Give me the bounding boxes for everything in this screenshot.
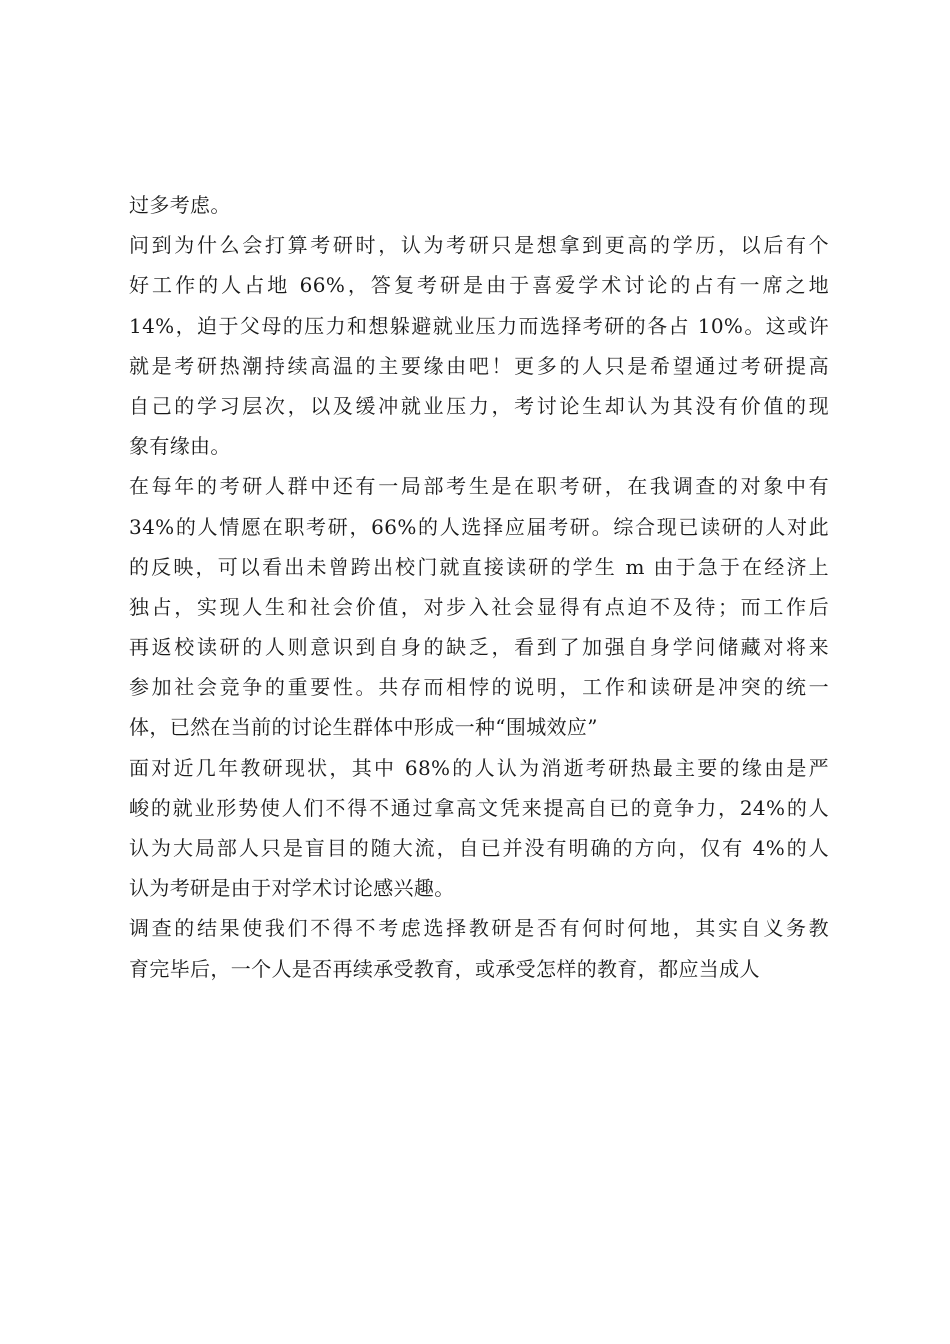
text-line: 独占，实现人生和社会价值，对步入社会显得有点迫不及待；而工作后 bbox=[129, 594, 829, 619]
text-line: 认为考研是由于对学术讨论感兴趣。 bbox=[129, 876, 455, 901]
text-line: 调查的结果使我们不得不考虑选择教研是否有何时何地，其实自义务教 bbox=[129, 916, 829, 941]
text-line: 问到为什么会打算考研时，认为考研只是想拿到更高的学历，以后有个 bbox=[129, 233, 829, 258]
text-line: 的反映，可以看出未曾跨出校门就直接读研的学生 m 由于急于在经济上 bbox=[129, 554, 829, 579]
paragraph bbox=[129, 225, 829, 466]
text-line: 峻的就业形势使人们不得不通过拿高文凭来提高自已的竟争力，24%的人 bbox=[129, 795, 829, 820]
text-line: 育完毕后，一个人是否再续承受教育，或承受怎样的教育，都应当成人 bbox=[129, 956, 760, 981]
text-line: 自己的学习层次，以及缓冲就业压力，考讨论生却认为其没有价值的现 bbox=[129, 393, 829, 418]
paragraph bbox=[129, 908, 829, 988]
paragraph bbox=[129, 466, 829, 747]
paragraph bbox=[129, 748, 829, 909]
text-line: 体，已然在当前的讨论生群体中形成一种“围城效应” bbox=[129, 715, 598, 740]
text-line: 34%的人情愿在职考研，66%的人选择应届考研。综合现已读研的人对此 bbox=[129, 514, 829, 539]
text-line: 在每年的考研人群中还有一局部考生是在职考研，在我调查的对象中有 bbox=[129, 474, 829, 499]
text-line: 就是考研热潮持续高温的主要缘由吧！更多的人只是希望通过考研提高 bbox=[129, 353, 829, 378]
text-line: 过多考虑。 bbox=[129, 193, 231, 217]
paragraph bbox=[129, 185, 829, 225]
text-line: 认为大局部人只是盲目的随大流，自已并没有明确的方向，仅有 4%的人 bbox=[129, 836, 829, 860]
text-line: 象有缘由。 bbox=[129, 434, 231, 459]
document-body bbox=[129, 185, 829, 989]
text-line: 14%，迫于父母的压力和想躲避就业压力而选择考研的各占 10%。这或许 bbox=[129, 313, 829, 338]
text-line: 参加社会竞争的重要性。共存而相悖的说明，工作和读研是冲突的统一 bbox=[129, 675, 829, 700]
text-line: 面对近几年教研现状，其中 68%的人认为消逝考研热最主要的缘由是严 bbox=[129, 755, 829, 780]
text-line: 再返校读研的人则意识到自身的缺乏，看到了加强自身学问储藏对将来 bbox=[129, 635, 829, 660]
text-line: 好工作的人占地 66%，答复考研是由于喜爱学术讨论的占有一席之地 bbox=[129, 273, 829, 298]
